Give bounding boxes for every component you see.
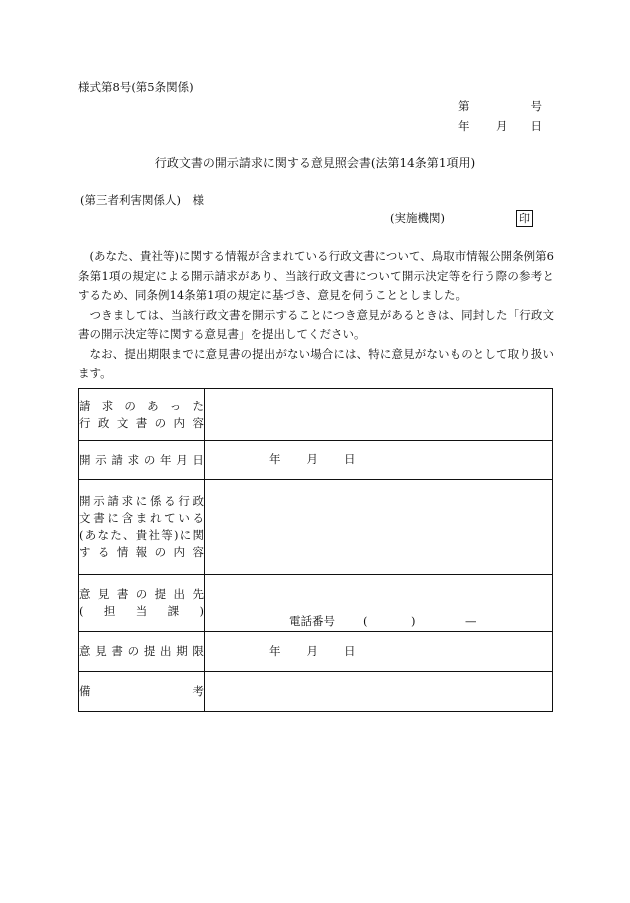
label-char: ( <box>79 528 84 542</box>
label-char: 求 <box>101 398 114 413</box>
label-char: 提 <box>154 587 167 601</box>
label-char: 当 <box>135 604 148 618</box>
requested-document-field[interactable] <box>205 389 553 441</box>
label-char: 情 <box>116 545 129 559</box>
label-char: 係 <box>149 494 162 508</box>
label-char: 担 <box>103 604 116 618</box>
label-char: の <box>154 545 167 559</box>
label-char: 意 <box>79 644 91 658</box>
label-char: 書 <box>116 587 129 601</box>
field-year: 年 <box>269 643 281 658</box>
label-char: 考 <box>192 684 204 698</box>
label-char: る <box>192 511 204 525</box>
agency-label: (実施機関) <box>390 211 445 225</box>
field-year: 年 <box>269 452 281 467</box>
label-char: に <box>179 528 192 542</box>
label-char: 出 <box>173 587 186 601</box>
phone-open-paren: ( <box>363 613 368 628</box>
table-row <box>79 672 553 712</box>
label-char: 請 <box>79 398 91 413</box>
label-char: 出 <box>160 644 172 658</box>
table-row <box>79 441 553 480</box>
label-char: 文 <box>116 415 129 430</box>
label-char: る <box>97 545 110 559</box>
label-char: 示 <box>93 494 105 508</box>
label-char: の <box>127 644 140 658</box>
label-char: 文 <box>79 511 91 525</box>
label-char: す <box>79 545 91 559</box>
phone-dash: — <box>465 613 477 628</box>
label-char: の <box>143 452 156 467</box>
body-paragraph: (あなた、貴社等)に関する情報が含まれている行政文書について、鳥取市情報公開条例第6条第1項の規定による開示請求があり、当該行政文書について開示決定等を行う際の参考とするため、同条例14条第1項の規定に基づき、意見を伺うこととしました。 <box>78 249 554 302</box>
label-char: 行 <box>79 415 91 430</box>
document-number-prefix: 第 <box>458 99 470 113</box>
seal-stamp-box: 印 <box>516 210 533 227</box>
label-char: 等 <box>161 528 173 542</box>
remarks-field[interactable] <box>205 672 553 712</box>
label-char: に <box>107 511 119 525</box>
table-row <box>79 632 553 672</box>
label-char: ) <box>174 528 179 542</box>
body-text <box>78 247 554 384</box>
field-day: 日 <box>344 643 356 658</box>
label-char: 政 <box>192 494 204 508</box>
label-char: な <box>97 528 109 542</box>
label-char: 備 <box>79 684 91 698</box>
label-char: 提 <box>143 644 156 658</box>
label-char: 開 <box>79 452 91 467</box>
label-char: 求 <box>127 452 140 467</box>
label-char: 限 <box>192 644 204 658</box>
label-char: 課 <box>167 604 180 618</box>
request-date-field[interactable] <box>205 441 553 480</box>
label-char: れ <box>149 511 162 525</box>
request-date-label <box>79 441 205 480</box>
label-char: 示 <box>95 452 107 467</box>
information-content-field[interactable] <box>205 480 553 575</box>
label-char: の <box>124 398 136 413</box>
remarks-label <box>79 672 205 712</box>
requested-document-label <box>79 389 205 441</box>
label-char: 書 <box>111 644 123 658</box>
label-char: る <box>164 494 176 508</box>
label-char: 意 <box>79 587 91 601</box>
label-char: 期 <box>176 644 188 658</box>
label-char: 容 <box>192 545 204 559</box>
submission-destination-label <box>79 575 205 632</box>
label-char: た <box>110 528 122 542</box>
document-number-suffix: 号 <box>530 99 542 113</box>
label-char: 社 <box>148 528 160 542</box>
label-char: 行 <box>178 494 190 508</box>
label-char: に <box>135 494 148 508</box>
label-char: 書 <box>135 415 148 430</box>
label-char: 請 <box>107 494 119 508</box>
inquiry-form-table <box>78 388 553 712</box>
submission-deadline-field[interactable] <box>205 632 553 672</box>
phone-label: 電話番号 <box>289 613 335 628</box>
label-char: 年 <box>160 452 172 467</box>
label-char: の <box>135 587 148 601</box>
document-title: 行政文書の開示請求に関する意見照会書(法第14条第1項用) <box>154 156 476 170</box>
table-row <box>79 389 553 441</box>
label-char: 請 <box>111 452 123 467</box>
label-char: あ <box>84 528 97 542</box>
label-char: 政 <box>97 415 110 430</box>
label-char: 容 <box>192 415 204 430</box>
label-char: い <box>178 511 190 525</box>
label-char: ( <box>79 604 84 618</box>
field-month: 月 <box>306 643 318 658</box>
label-char: 、 <box>123 528 135 542</box>
addressee: (第三者利害関係人) 様 <box>80 193 204 207</box>
label-char: の <box>154 415 167 430</box>
label-char: 見 <box>97 587 110 601</box>
label-char: 内 <box>173 545 186 559</box>
label-char: ま <box>135 511 148 525</box>
body-paragraph: なお、提出期限までに意見書の提出がない場合には、特に意見がないものとして取り扱います。 <box>78 346 554 380</box>
label-char: た <box>192 398 204 413</box>
label-char: 内 <box>173 415 186 430</box>
label-char: 貴 <box>135 528 148 542</box>
label-char: っ <box>169 398 182 413</box>
label-char: 見 <box>95 644 107 658</box>
label-char: 月 <box>176 452 188 467</box>
information-content-label <box>79 480 205 575</box>
body-paragraph: つきましては、当該行政文書を開示することにつき意見があるときは、同封した「行政文書の開示決定等に関する意見書」を提出してください。 <box>78 307 554 341</box>
date-month: 月 <box>496 119 508 133</box>
submission-deadline-label <box>79 632 205 672</box>
field-day: 日 <box>344 452 356 467</box>
label-char: 開 <box>79 494 91 508</box>
label-char: 求 <box>121 494 134 508</box>
label-char: あ <box>147 398 159 413</box>
date-year: 年 <box>458 119 470 133</box>
date-day: 日 <box>530 119 542 133</box>
label-char: 報 <box>135 545 148 559</box>
label-char: ) <box>199 604 204 618</box>
label-char: 先 <box>192 587 204 601</box>
label-char: 書 <box>93 511 105 525</box>
form-number: 様式第8号(第5条関係) <box>78 80 194 94</box>
label-char: 日 <box>192 452 204 467</box>
label-char: 含 <box>121 511 134 525</box>
submission-destination-field[interactable] <box>205 575 553 632</box>
table-row <box>79 480 553 575</box>
phone-close-paren: ) <box>411 613 416 628</box>
field-month: 月 <box>306 452 318 467</box>
table-row <box>79 575 553 632</box>
label-char: 関 <box>192 528 204 542</box>
label-char: て <box>164 511 176 525</box>
